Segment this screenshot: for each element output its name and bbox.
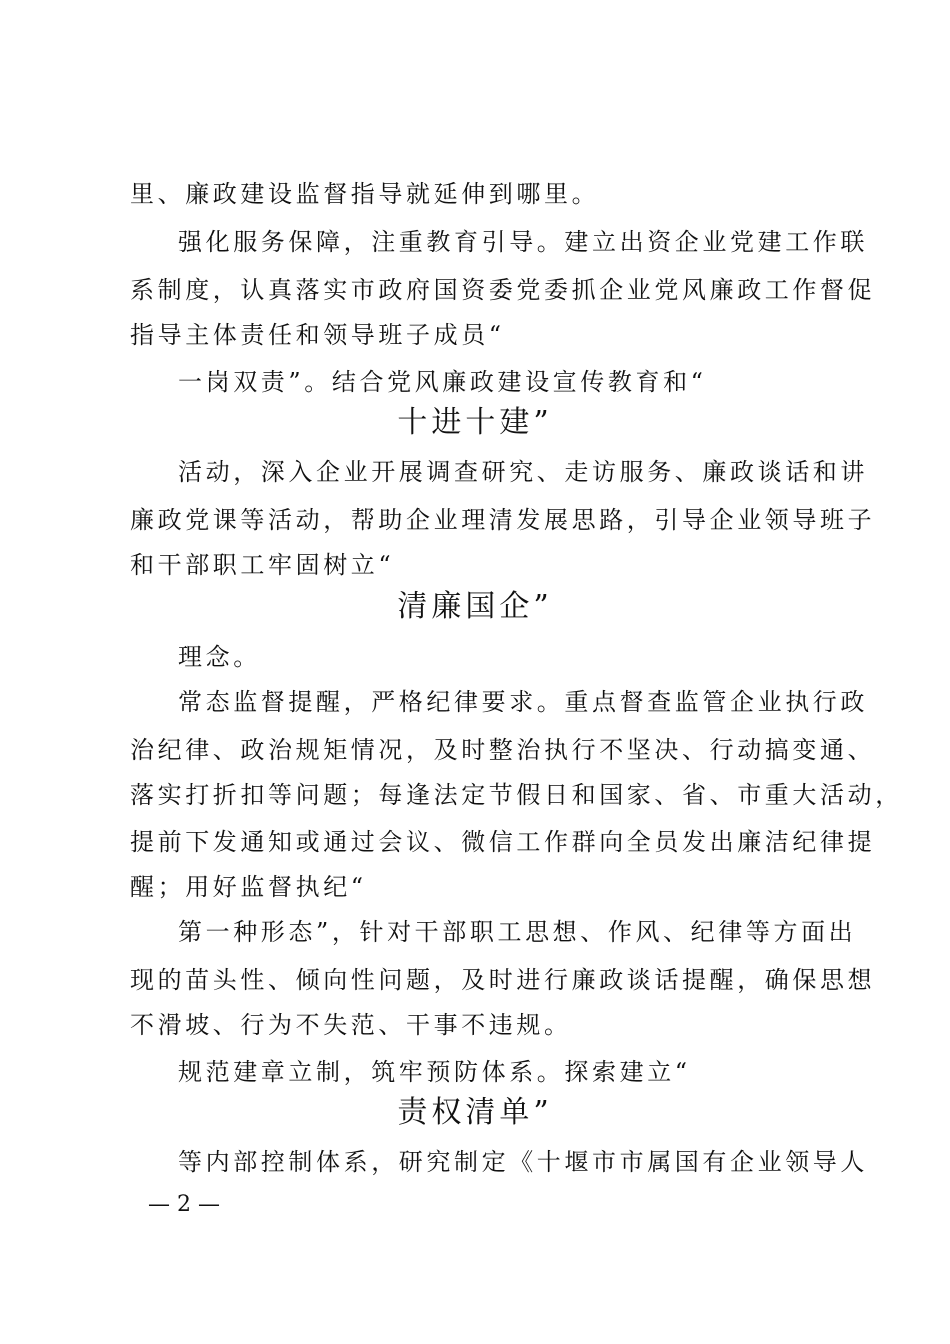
quoted-phrase: 十进十建” bbox=[397, 405, 553, 440]
paragraph-line: 系制度，认真落实市政府国资委党委抓企业党风廉政工作督促 bbox=[130, 276, 876, 304]
quoted-phrase: 清廉国企” bbox=[397, 589, 553, 624]
paragraph-line: 第一种形态”，针对干部职工思想、作风、纪律等方面出 bbox=[178, 918, 857, 946]
paragraph-line: 提前下发通知或通过会议、微信工作群向全员发出廉洁纪律提 bbox=[130, 828, 876, 856]
paragraph-line: 指导主体责任和领导班子成员“ bbox=[130, 321, 505, 349]
paragraph-line: 等内部控制体系，研究制定《十堰市市属国有企业领导人 bbox=[178, 1148, 868, 1176]
paragraph-line: 常态监督提醒，严格纪律要求。重点督查监管企业执行政 bbox=[178, 688, 868, 716]
paragraph-line: 一岗双责”。结合党风廉政建设宣传教育和“ bbox=[178, 368, 707, 396]
paragraph-line: 廉政党课等活动，帮助企业理清发展思路，引导企业领导班子 bbox=[130, 506, 876, 534]
paragraph-line: 和干部职工牢固树立“ bbox=[130, 551, 395, 579]
paragraph-line: 不滑坡、行为不失范、干事不违规。 bbox=[130, 1011, 572, 1039]
paragraph-line: 活动，深入企业开展调查研究、走访服务、廉政谈话和讲 bbox=[178, 458, 868, 486]
paragraph-line: 落实打折扣等问题；每逢法定节假日和国家、省、市重大活动， bbox=[130, 781, 903, 809]
page-number: — 2 — bbox=[148, 1192, 220, 1217]
paragraph-line: 治纪律、政治规矩情况，及时整治执行不坚决、行动搞变通、 bbox=[130, 736, 876, 764]
paragraph-line: 里、廉政建设监督指导就延伸到哪里。 bbox=[130, 180, 600, 208]
quoted-phrase: 责权清单” bbox=[397, 1095, 553, 1130]
paragraph-line: 醒；用好监督执纪“ bbox=[130, 873, 367, 901]
paragraph-line: 规范建章立制，筑牢预防体系。探索建立“ bbox=[178, 1058, 691, 1086]
paragraph-line: 现的苗头性、倾向性问题，及时进行廉政谈话提醒，确保思想 bbox=[130, 966, 876, 994]
paragraph-line: 强化服务保障，注重教育引导。建立出资企业党建工作联 bbox=[178, 228, 868, 256]
paragraph-line: 理念。 bbox=[178, 643, 261, 671]
